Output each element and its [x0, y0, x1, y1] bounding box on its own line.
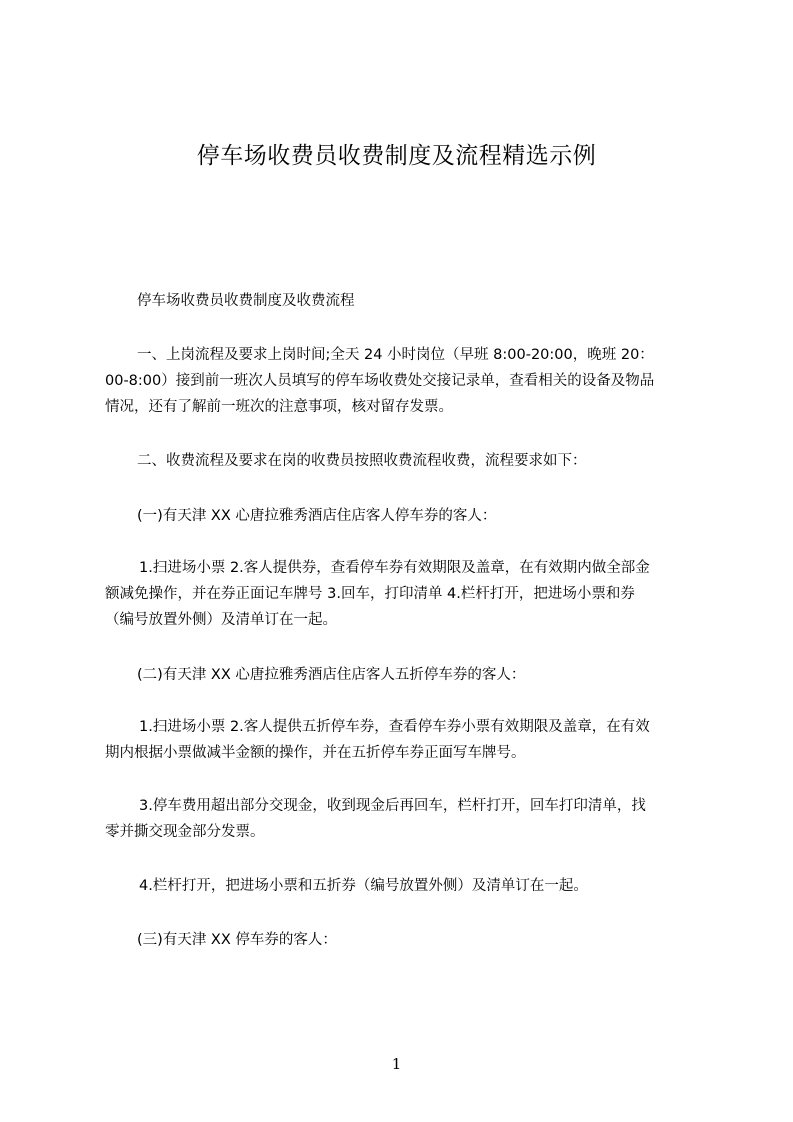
case1-paragraph [105, 555, 703, 633]
case2-heading: (二)有天津 XX 心唐拉雅秀酒店住店客人五折停车券的客人： [137, 667, 526, 683]
case3-heading: (三)有天津 XX 停车券的客人： [137, 932, 337, 948]
case1-heading: (一)有天津 XX 心唐拉雅秀酒店住店客人停车券的客人： [137, 508, 497, 524]
case1-line-2: 额减免操作，并在券正面记车牌号 3.回车，打印清单 4.栏杆打开，把进场小票和券 [105, 586, 635, 602]
case2-step1-line-1: 1.扫进场小票 2.客人提供五折停车券，查看停车券小票有效期限及盖章，在有效 [139, 719, 650, 735]
case2-step3-paragraph [105, 793, 703, 845]
page-number: 1 [391, 1055, 402, 1073]
case2-step1-line-2: 期内根据小票做减半金额的操作，并在五折停车券正面写车牌号。 [105, 745, 526, 761]
section1-line-3: 情况，还有了解前一班次的注意事项，核对留存发票。 [105, 399, 453, 415]
case1-line-3: （编号放置外侧）及清单订在一起。 [105, 612, 337, 628]
case1-line-1: 1.扫进场小票 2.客人提供券，查看停车券有效期限及盖章，在有效期内做全部金 [139, 560, 650, 576]
section1-line-1: 一、上岗流程及要求上岗时间;全天 24 小时岗位（早班 8:00-20:00，晚班 20： [137, 347, 654, 363]
case2-step3-line-1: 3.停车费用超出部分交现金，收到现金后再回车，栏杆打开，回车打印清单，找 [139, 798, 646, 814]
subtitle: 停车场收费员收费制度及收费流程 [137, 293, 355, 309]
section1-paragraph [105, 342, 703, 420]
section1-line-2: 00-8:00）接到前一班次人员填写的停车场收费处交接记录单，查看相关的设备及物品 [105, 373, 655, 389]
case2-step3-line-2: 零并撕交现金部分发票。 [105, 824, 265, 840]
case2-step4: 4.栏杆打开，把进场小票和五折券（编号放置外侧）及清单订在一起。 [139, 878, 588, 894]
case2-step1-paragraph [105, 714, 703, 766]
document-title: 停车场收费员收费制度及流程精选示例 [196, 143, 597, 169]
section2-paragraph: 二、收费流程及要求在岗的收费员按照收费流程收费，流程要求如下： [137, 453, 587, 469]
